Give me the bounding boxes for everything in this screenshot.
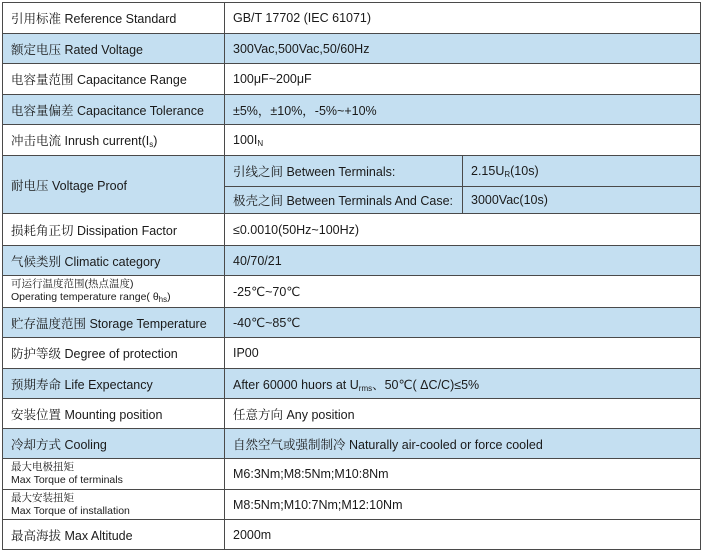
table-row [3,125,701,156]
table-row [3,64,701,95]
table-row [3,156,701,187]
table-row [3,490,701,520]
row-value: 自然空气或强制制冷 Naturally air-cooled or force cooled [225,429,701,459]
row-value: IP00 [225,338,701,369]
row-value: -40℃~85℃ [225,308,701,338]
table-row [3,369,701,399]
row-value: GB/T 17702 (IEC 61071) [225,3,701,34]
table-row [3,459,701,490]
table-row [3,214,701,246]
row-value: 任意方向 Any position [225,399,701,429]
row-label: 冲击电流 Inrush $current(I_s)$ [3,125,225,156]
row-value: 100μF~200μF [225,64,701,95]
table-row [3,3,701,34]
sub-row-value: 3000Vac(10s) [463,187,701,214]
row-label: 气候类别 Climatic category [3,246,225,276]
table-row [3,34,701,64]
row-label: 额定电压 Rated Voltage [3,34,225,64]
row-label: 预期寿命 Life Expectancy [3,369,225,399]
row-value: 2000m [225,520,701,550]
table-row [3,246,701,276]
row-label: 贮存温度范围 Storage Temperature [3,308,225,338]
row-value: 40/70/21 [225,246,701,276]
row-value: $100I_N$ [225,125,701,156]
specification-table [2,2,701,550]
table-row [3,520,701,550]
table-row [3,399,701,429]
row-value: 300Vac,500Vac,50/60Hz [225,34,701,64]
sub-row-value: $2.15U_R(10s)$ [463,156,701,187]
sub-row-label: 极壳之间 Between Terminals And Case: [225,187,463,214]
table-row [3,338,701,369]
row-label: 电容量偏差 Capacitance Tolerance [3,95,225,125]
row-value: -25℃~70℃ [225,276,701,308]
sub-row-label: 引线之间 Between Terminals: [225,156,463,187]
row-label: 电容量范围 Capacitance Range [3,64,225,95]
row-value: M6:3Nm;M8:5Nm;M10:8Nm [225,459,701,490]
row-value: ±5%，±10%，-5%~+10% [225,95,701,125]
row-label: 耐电压 Voltage Proof [3,156,225,214]
row-value: After 60000 huors at $U_{rms}$、50℃( ΔC/C)≤5% [225,369,701,399]
row-label: 防护等级 Degree of protection [3,338,225,369]
table-row [3,276,701,308]
table-row [3,308,701,338]
row-label: 安装位置 Mounting position [3,399,225,429]
row-label: 最高海拔 Max Altitude [3,520,225,550]
row-label: 可运行温度范围(热点温度) Operating temperature range( $\theta_{hs}$) [3,276,225,308]
row-label: 损耗角正切 Dissipation Factor [3,214,225,246]
table-row [3,95,701,125]
table-row [3,429,701,459]
row-value: ≤0.0010(50Hz~100Hz) [225,214,701,246]
row-label: 引用标准 Reference Standard [3,3,225,34]
row-label: 最大电极扭矩 Max Torque of terminals [3,459,225,490]
row-value: M8:5Nm;M10:7Nm;M12:10Nm [225,490,701,520]
row-label: 最大安装扭矩 Max Torque of installation [3,490,225,520]
row-label: 冷却方式 Cooling [3,429,225,459]
